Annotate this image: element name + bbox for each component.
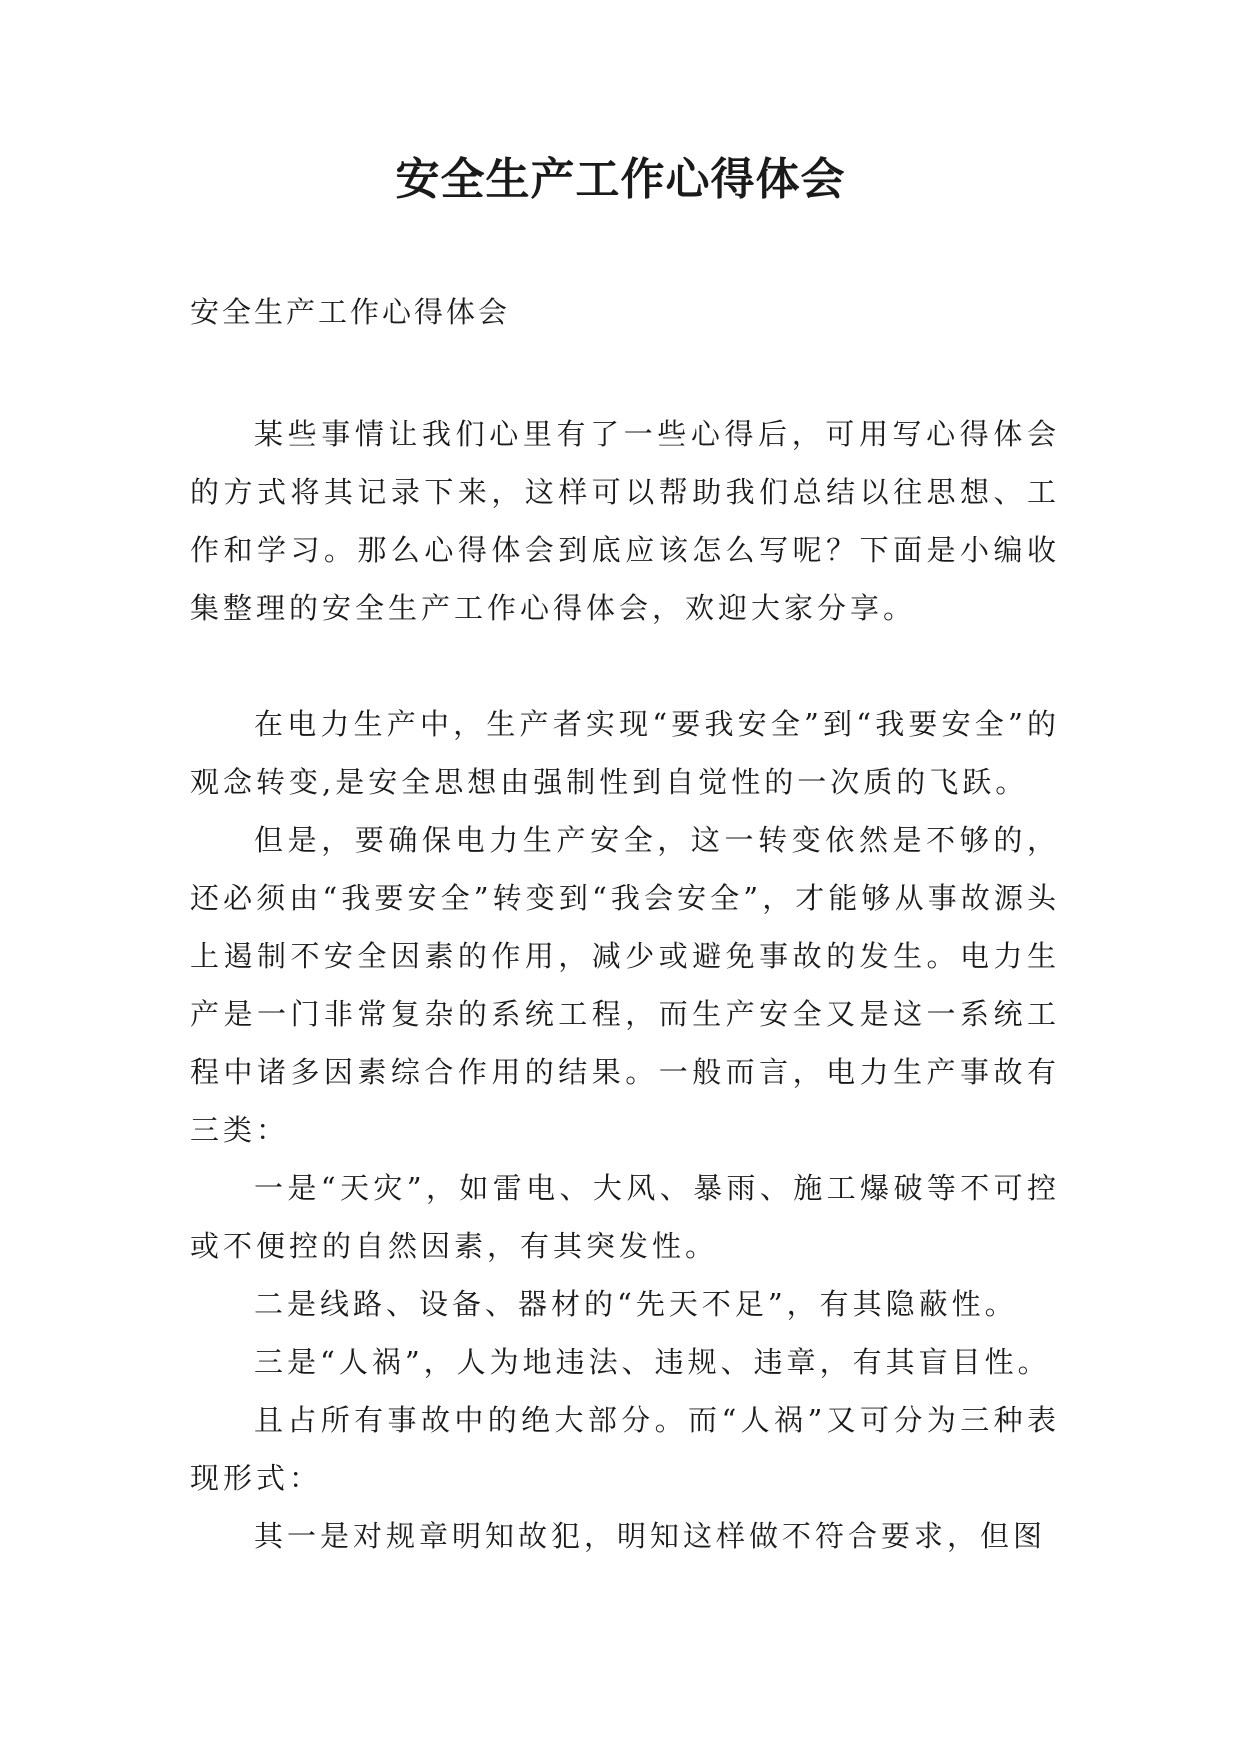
paragraph: 一是“天灾”，如雷电、大风、暴雨、施工爆破等不可控或不便控的自然因素，有其突发性。 [190, 1171, 1060, 1263]
paragraph: 三是“人祸”，人为地违法、违规、违章，有其盲目性。 [254, 1345, 1051, 1379]
paragraph-intro: 某些事情让我们心里有了一些心得后，可用写心得体会的方式将其记录下来，这样可以帮助我们总结以往思想、工作和学习。那么心得体会到底应该怎么写呢？下面是小编收集整理的安全生产工作心得体会，欢迎大家分享。 [190, 417, 1060, 625]
paragraph: 且占所有事故中的绝大部分。而“人祸”又可分为三种表现形式： [190, 1403, 1060, 1495]
paragraph: 在电力生产中，生产者实现“要我安全”到“我要安全”的观念转变,是安全思想由强制性到自觉性的一次质的飞跃。 [190, 707, 1060, 799]
document-body [190, 405, 1060, 1565]
paragraph: 但是，要确保电力生产安全，这一转变依然是不够的，还必须由“我要安全”转变到“我会安全”，才能够从事故源头上遏制不安全因素的作用，减少或避免事故的发生。电力生产是一门非常复杂的系统工程，而生产安全又是这一系统工程中诸多因素综合作用的结果。一般而言，电力生产事故有三类： [190, 823, 1060, 1147]
paragraph: 二是线路、设备、器材的“先天不足”，有其隐蔽性。 [254, 1287, 1018, 1321]
paragraph: 其一是对规章明知故犯，明知这样做不符合要求，但图 [254, 1519, 1047, 1553]
document-subtitle: 安全生产工作心得体会 [190, 295, 511, 329]
document-title: 安全生产工作心得体会 [395, 154, 846, 205]
